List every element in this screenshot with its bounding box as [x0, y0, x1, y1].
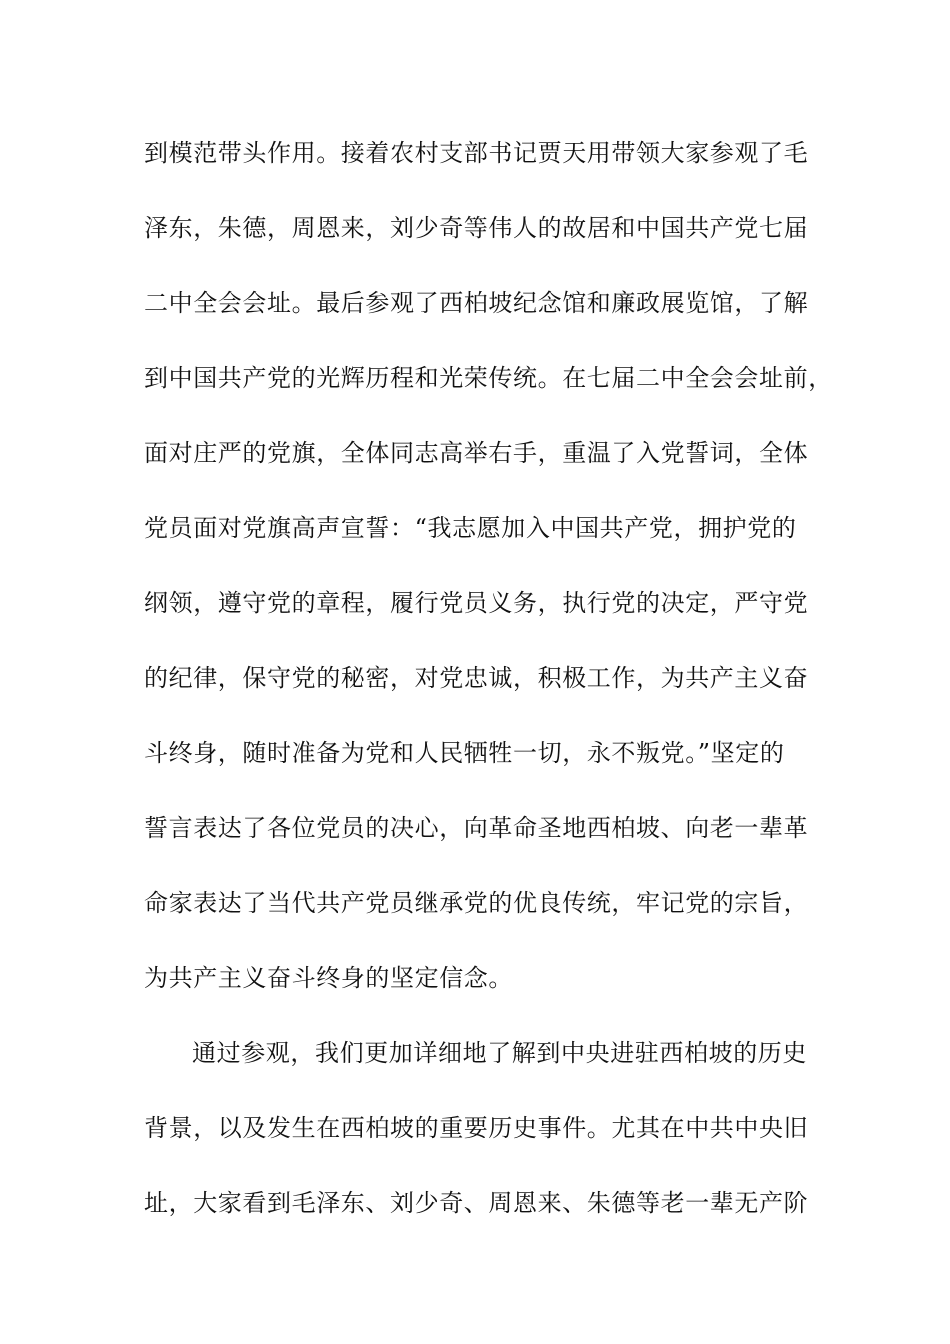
text-line: 为共产主义奋斗终身的坚定信念。	[144, 964, 513, 992]
text-line: 到中国共产党的光辉历程和光荣传统。在七届二中全会会址前，	[144, 364, 833, 392]
text-line: 的纪律，保守党的秘密，对党忠诚，积极工作，为共产主义奋	[144, 664, 809, 692]
text-line: 斗终身，随时准备为党和人民牺牲一切，永不叛党。”坚定的	[144, 739, 785, 767]
text-line: 誓言表达了各位党员的决心，向革命圣地西柏坡、向老一辈革	[144, 814, 809, 842]
text-line: 纲领，遵守党的章程，履行党员义务，执行党的决定，严守党	[144, 589, 809, 617]
text-line: 泽东，朱德，周恩来，刘少奇等伟人的故居和中国共产党七届	[144, 214, 809, 242]
body-text	[144, 130, 833, 1255]
text-line: 到模范带头作用。接着农村支部书记贾天用带领大家参观了毛	[144, 139, 809, 167]
paragraph-first-line: 通过参观，我们更加详细地了解到中央进驻西柏坡的历史	[192, 1039, 807, 1067]
text-line: 党员面对党旗高声宣誓：“我志愿加入中国共产党，拥护党的	[144, 514, 797, 542]
text-line: 二中全会会址。最后参观了西柏坡纪念馆和廉政展览馆，了解	[144, 289, 809, 317]
text-line: 背景，以及发生在西柏坡的重要历史事件。尤其在中共中央旧	[144, 1114, 809, 1142]
text-line: 命家表达了当代共产党员继承党的优良传统，牢记党的宗旨，	[144, 889, 809, 917]
text-line: 址，大家看到毛泽东、刘少奇、周恩来、朱德等老一辈无产阶	[144, 1189, 809, 1217]
text-line: 面对庄严的党旗，全体同志高举右手，重温了入党誓词，全体	[144, 439, 809, 467]
